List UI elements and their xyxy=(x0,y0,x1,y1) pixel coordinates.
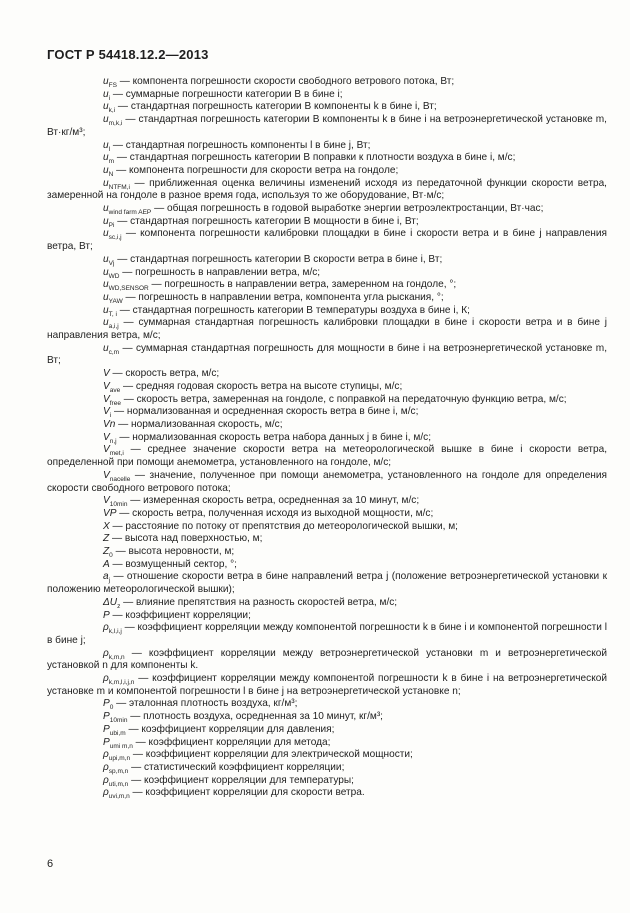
symbol-subscript: k,i xyxy=(108,107,116,115)
symbol: u xyxy=(103,228,109,240)
definition-entry xyxy=(47,470,607,495)
symbol-subscript: k,m,l,i,j,n xyxy=(108,679,135,687)
definition-text: — значение, полученное при помощи анемометра, установленного на гондоле для определения скорости свободного ветрового потока; xyxy=(47,469,607,494)
definition-text: — стандартная погрешность категории В компоненты k в бине i на ветроэнергетической установке m, Вт·кг/м³; xyxy=(47,114,607,138)
symbol-subscript: upi,m,n xyxy=(108,755,131,763)
symbol-subscript: sp,m,n xyxy=(108,767,129,775)
definition-text: — нормализованная скорость ветра набора данных j в бине i, м/с; xyxy=(116,431,431,443)
definition-entry xyxy=(47,546,607,559)
definitions-list xyxy=(47,76,607,800)
symbol: P xyxy=(103,698,110,710)
symbol: u xyxy=(103,317,109,329)
symbol-subscript: nacelle xyxy=(109,475,131,483)
symbol-subscript: WD xyxy=(108,272,120,280)
definition-text: — коэффициент корреляции для электрической мощности; xyxy=(130,749,413,761)
symbol-subscript: 10min xyxy=(109,717,128,725)
definition-entry xyxy=(47,787,607,800)
definition-entry xyxy=(47,203,607,216)
definition-text: — компонента погрешности калибровки площадки в бине i скорости ветра и в бине j направления ветра, Вт; xyxy=(47,228,607,253)
definition-entry xyxy=(47,648,607,673)
symbol: u xyxy=(103,114,109,126)
symbol: ρ xyxy=(103,647,109,659)
symbol: ρ xyxy=(103,761,109,773)
symbol-subscript: N xyxy=(108,170,114,178)
symbol: u xyxy=(103,76,109,87)
definition-entry xyxy=(47,749,607,762)
definition-entry xyxy=(47,419,607,432)
definition-text: — измеренная скорость ветра, осредненная за 10 минут, м/с; xyxy=(127,495,420,507)
definition-entry xyxy=(47,559,607,572)
symbol-subscript: i xyxy=(108,94,111,102)
symbol-subscript: 0 xyxy=(109,552,113,560)
symbol: u xyxy=(103,88,109,100)
symbol: V xyxy=(103,393,110,405)
definition-entry xyxy=(47,114,607,139)
definition-text: — суммарная стандартная погрешность калибровки площадки в бине i скорости ветра и в бине j направления ветра, м/с; xyxy=(47,317,607,342)
definition-text: — коэффициент корреляции для скорости ветра. xyxy=(129,787,365,799)
definition-entry xyxy=(47,571,607,596)
symbol-subscript: ave xyxy=(109,386,121,394)
definition-entry xyxy=(47,711,607,724)
symbol: u xyxy=(103,291,109,303)
symbol-subscript: met,i xyxy=(109,450,124,458)
definition-text: — коэффициент корреляции; xyxy=(109,609,251,621)
symbol: Z xyxy=(103,533,110,545)
symbol-subscript: 10min xyxy=(109,501,128,509)
symbol-subscript: Vj xyxy=(108,259,115,267)
symbol: ρ xyxy=(103,787,109,799)
symbol: X xyxy=(103,520,110,532)
symbol-subscript: m xyxy=(108,158,115,166)
symbol-subscript: Pi xyxy=(108,221,115,229)
symbol: ρ xyxy=(103,774,109,786)
definition-text: — коэффициент корреляции между компонентой погрешности k в бине i и компонентой погрешности l в бине j; xyxy=(47,622,607,646)
definition-text: — эталонная плотность воздуха, кг/м³; xyxy=(113,698,298,710)
definition-text: — скорость ветра, замеренная на гондоле, с поправкой на передаточную функцию ветра, м/с; xyxy=(120,393,567,405)
page-number: 6 xyxy=(47,858,54,870)
symbol-subscript: umi m,n xyxy=(109,742,133,750)
definition-text: — высота над поверхностью, м; xyxy=(109,533,263,545)
symbol-subscript: ubi,m xyxy=(109,729,126,737)
definition-text: — расстояние по потоку от препятствия до метеорологической вышки, м; xyxy=(109,520,458,532)
definition-entry xyxy=(47,762,607,775)
symbol: u xyxy=(103,139,109,151)
definition-entry xyxy=(47,406,607,419)
symbol-subscript: free xyxy=(109,399,121,407)
symbol: P xyxy=(103,609,110,621)
symbol: V xyxy=(103,368,110,380)
definition-entry xyxy=(47,444,607,469)
symbol-subscript: a,i,j xyxy=(108,323,119,331)
symbol-subscript: 0 xyxy=(109,704,114,712)
definition-text: — отношение скорости ветра в бине направлений ветра j (положение ветроэнергетической установки к положению метеорологической вышки); xyxy=(47,571,607,596)
definition-entry xyxy=(47,89,607,102)
symbol: V xyxy=(103,406,110,418)
definition-text: — погрешность в направлении ветра, м/с; xyxy=(119,266,321,278)
symbol: V xyxy=(103,431,110,443)
definition-text: — скорость ветра, полученная исходя из выходной мощности, м/с; xyxy=(116,507,434,519)
definition-entry xyxy=(47,622,607,647)
definition-entry xyxy=(47,724,607,737)
definition-text: — стандартная погрешность категории В температуры воздуха в бине i, К; xyxy=(116,304,470,316)
symbol: u xyxy=(103,342,109,354)
symbol-subscript: YAW xyxy=(108,297,123,305)
definition-text: — коэффициент корреляции между ветроэнергетической установки m и ветроэнергетической установкой n для компоненты k. xyxy=(47,647,607,672)
definition-text: — коэффициент корреляции для метода; xyxy=(132,736,331,748)
definition-text: — приближенная оценка величины изменений исходя из передаточной функции скорости ветра, замеренной на гондоле в разное время года, используя то же оборудование, Вт·м/с; xyxy=(47,177,607,202)
definition-entry xyxy=(47,305,607,318)
definition-text: — среднее значение скорости ветра на метеорологической вышке в бине i скорости ветра, определенной при помощи анемометра, установленного на гондоле, м/с; xyxy=(47,444,607,469)
definition-text: — стандартная погрешность категории В компоненты k в бине i, Вт; xyxy=(115,101,437,113)
definition-text: — нормализованная скорость, м/с; xyxy=(115,418,283,430)
definition-entry xyxy=(47,673,607,698)
definition-entry xyxy=(47,533,607,546)
definition-entry xyxy=(47,317,607,342)
definition-entry xyxy=(47,432,607,445)
definition-text: — стандартная погрешность категории В мощности в бине i, Вт; xyxy=(114,215,419,227)
symbol-subscript: c,m xyxy=(108,348,120,356)
symbol-subscript: sc,i,j xyxy=(108,234,122,242)
symbol: u xyxy=(103,152,109,164)
definition-entry xyxy=(47,775,607,788)
definition-entry xyxy=(47,101,607,114)
symbol: u xyxy=(103,203,109,215)
symbol-subscript: z xyxy=(117,602,121,610)
definition-entry xyxy=(47,228,607,253)
definition-text: — коэффициент корреляции для температуры; xyxy=(128,774,354,786)
symbol: V xyxy=(103,469,110,481)
symbol-subscript: k,l,i,j xyxy=(108,628,122,636)
definition-text: — коэффициент корреляции между компонентой погрешности k в бине i на ветроэнергетической установке m и компонентой погрешности l в бине j на ветроэнергетической установке n; xyxy=(47,673,607,697)
symbol-subscript: n,j xyxy=(109,437,117,445)
symbol-subscript: T, i xyxy=(108,310,117,318)
symbol: u xyxy=(103,164,109,176)
symbol: V xyxy=(103,495,110,507)
definition-text: — погрешность в направлении ветра, замеренном на гондоле, °; xyxy=(148,279,457,291)
definition-entry xyxy=(47,140,607,153)
definition-text: — статистический коэффициент корреляции; xyxy=(128,761,345,773)
symbol-subscript: wind farm AEP xyxy=(108,209,152,217)
definition-text: — стандартная погрешность категории В скорости ветра в бине i, Вт; xyxy=(114,253,443,265)
definition-text: — коэффициент корреляции для давления; xyxy=(125,723,335,735)
symbol: u xyxy=(103,279,109,291)
symbol-subscript: k,m,n xyxy=(108,653,125,661)
definition-entry xyxy=(47,698,607,711)
definition-entry xyxy=(47,381,607,394)
definition-entry xyxy=(47,279,607,292)
definition-entry xyxy=(47,597,607,610)
definition-text: — нормализованная и осредненная скорость ветра в бине i, м/с; xyxy=(111,406,419,418)
definition-text: — возмущенный сектор, °; xyxy=(109,558,237,570)
symbol: Z xyxy=(103,546,110,558)
definition-text: — плотность воздуха, осредненная за 10 минут, кг/м³; xyxy=(127,711,383,723)
definition-entry xyxy=(47,394,607,407)
symbol-subscript: NTFM,i xyxy=(108,183,130,191)
definition-entry xyxy=(47,267,607,280)
symbol: u xyxy=(103,304,109,316)
symbol: P xyxy=(103,736,110,748)
symbol: ΔU xyxy=(103,596,118,608)
definition-entry xyxy=(47,76,607,89)
definition-entry xyxy=(47,368,607,381)
symbol: u xyxy=(103,177,109,189)
symbol: u xyxy=(103,266,109,278)
definition-text: — влияние препятствия на разность скоростей ветра, м/с; xyxy=(120,596,398,608)
definition-text: — общая погрешность в годовой выработке энергии ветроэлектростанции, Вт·час; xyxy=(151,203,544,215)
symbol: VP xyxy=(103,507,117,519)
definition-text: — суммарная стандартная погрешность для мощности в бине i на ветроэнергетической установке m, Вт; xyxy=(47,342,607,367)
symbol: Vn xyxy=(103,418,116,430)
symbol: ρ xyxy=(103,673,109,685)
symbol: V xyxy=(103,380,110,392)
symbol-subscript: WD,SENSOR xyxy=(108,285,149,293)
definition-text: — скорость ветра, м/с; xyxy=(109,368,220,380)
definition-text: — погрешность в направлении ветра, компонента угла рыскания, °; xyxy=(122,291,444,303)
definition-entry xyxy=(47,152,607,165)
definition-entry xyxy=(47,521,607,534)
symbol: a xyxy=(103,571,109,583)
definition-text: — стандартная погрешность категории В поправки к плотности воздуха в бине i, м/с; xyxy=(114,152,516,164)
definition-text: — стандартная погрешность компоненты l в бине j, Вт; xyxy=(110,139,371,151)
definition-entry xyxy=(47,216,607,229)
definition-entry xyxy=(47,508,607,521)
symbol: u xyxy=(103,101,109,113)
symbol-subscript: m,k,i xyxy=(108,120,123,128)
symbol-subscript: l xyxy=(108,145,111,153)
definition-entry xyxy=(47,343,607,368)
symbol: P xyxy=(103,723,110,735)
symbol-subscript: uvi,m,n xyxy=(108,793,130,801)
symbol-subscript: uti,m,n xyxy=(108,780,129,788)
symbol: V xyxy=(103,444,110,456)
definition-text: — высота неровности, м; xyxy=(112,546,235,558)
symbol-subscript: j xyxy=(108,577,111,585)
symbol: u xyxy=(103,253,109,265)
definition-text: — компонента погрешности скорости свободного ветрового потока, Вт; xyxy=(116,76,455,87)
symbol-subscript: FS xyxy=(108,82,117,90)
symbol-subscript: i xyxy=(109,412,112,420)
document-header: ГОСТ Р 54418.12.2—2013 xyxy=(47,47,209,62)
symbol: P xyxy=(103,711,110,723)
definition-text: — средняя годовая скорость ветра на высоте ступицы, м/с; xyxy=(120,380,403,392)
symbol: ρ xyxy=(103,622,109,634)
definition-entry xyxy=(47,737,607,750)
definition-text: — компонента погрешности для скорости ветра на гондоле; xyxy=(113,164,399,176)
definition-entry xyxy=(47,254,607,267)
definition-entry xyxy=(47,610,607,623)
symbol: u xyxy=(103,215,109,227)
symbol: ρ xyxy=(103,749,109,761)
definition-entry xyxy=(47,178,607,203)
definition-text: — суммарные погрешности категории В в бине i; xyxy=(110,88,343,100)
definition-entry xyxy=(47,292,607,305)
definition-entry xyxy=(47,165,607,178)
symbol: A xyxy=(103,558,110,570)
definition-entry xyxy=(47,495,607,508)
